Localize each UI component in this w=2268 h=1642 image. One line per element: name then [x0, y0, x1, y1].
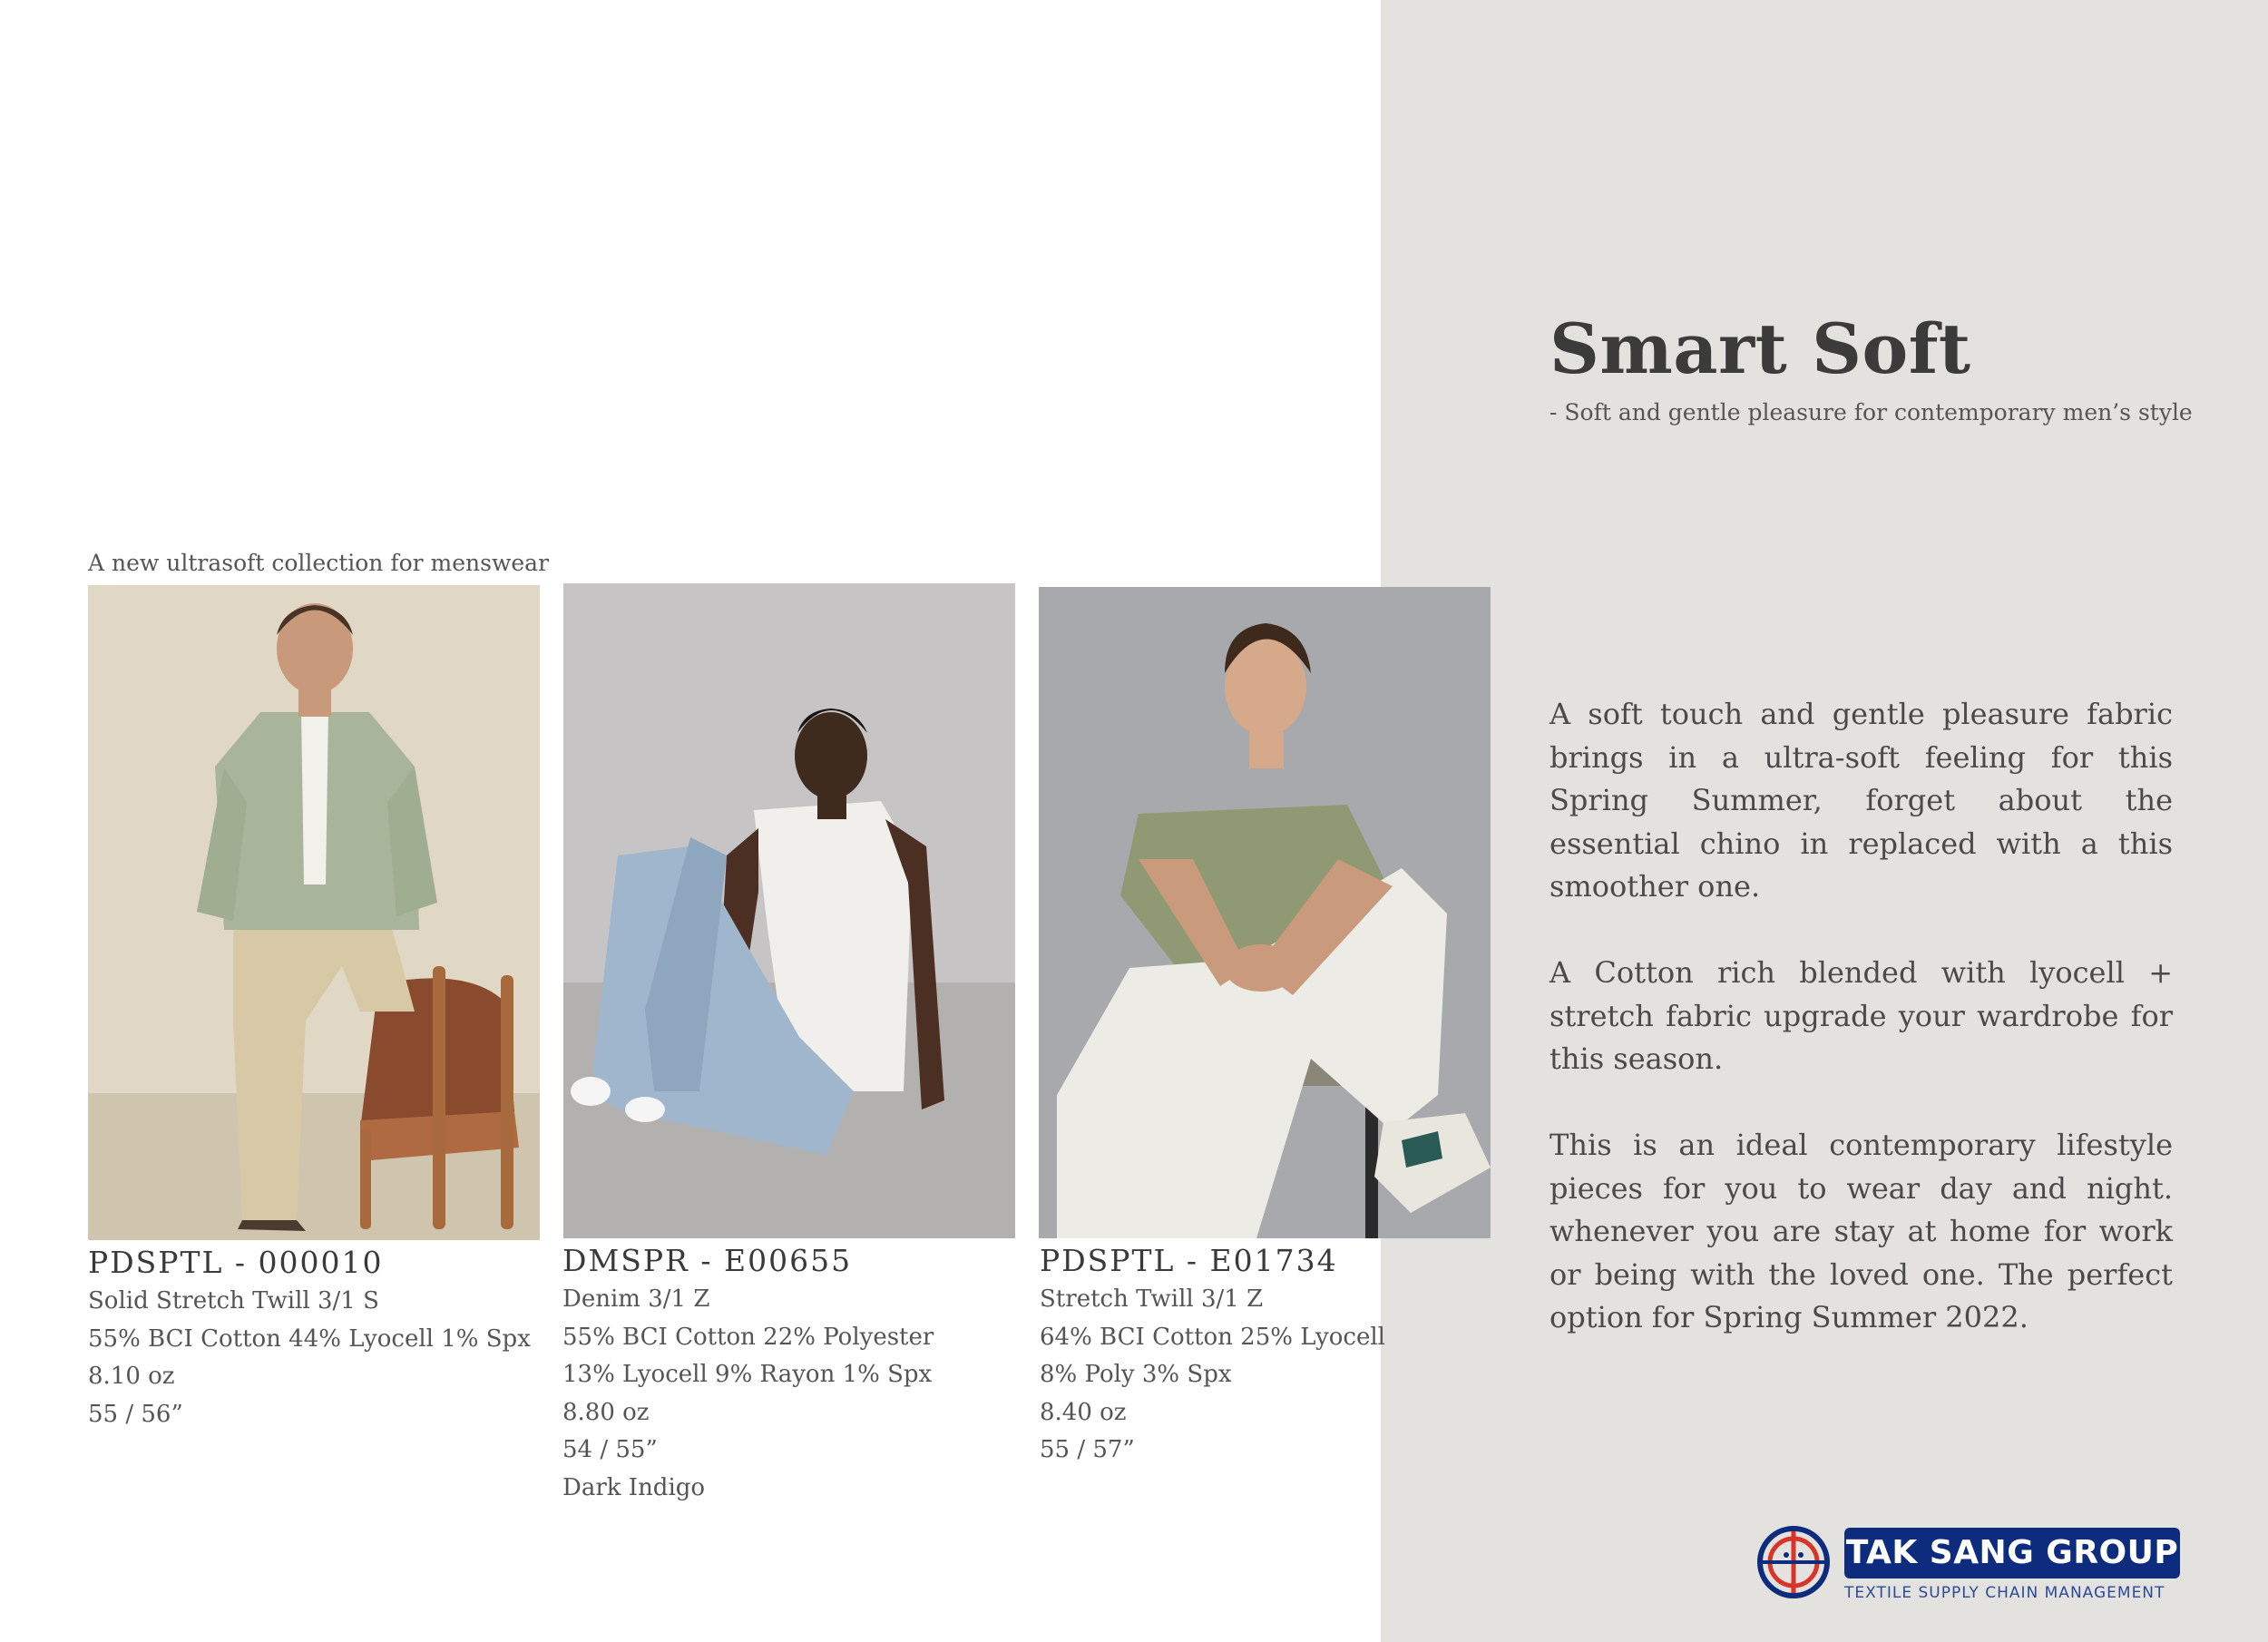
product-photo-1 — [88, 585, 540, 1240]
product-width: 55 / 56” — [88, 1400, 183, 1428]
product-composition-line-2: 13% Lyocell 9% Rayon 1% Spx — [562, 1361, 933, 1388]
page-title: Smart Soft — [1549, 308, 1971, 389]
product-construction: Solid Stretch Twill 3/1 S — [88, 1287, 379, 1315]
collection-tagline: A new ultrasoft collection for menswear — [88, 550, 550, 576]
product-composition: 55% BCI Cotton 22% Polyester — [562, 1323, 934, 1351]
product-weight: 8.40 oz — [1040, 1398, 1127, 1426]
product-spec-3 — [1040, 1241, 1385, 1470]
product-width: 55 / 57” — [1040, 1436, 1135, 1463]
product-photo-2 — [563, 583, 1015, 1238]
product-composition: 64% BCI Cotton 25% Lyocell — [1040, 1323, 1385, 1351]
logo-emblem-icon — [1755, 1524, 1832, 1600]
product-weight: 8.10 oz — [88, 1363, 175, 1390]
logo-wordmark: TAK SANG GROUP — [1844, 1528, 2180, 1578]
product-construction: Denim 3/1 Z — [562, 1285, 710, 1313]
company-logo — [1755, 1524, 2182, 1606]
product-weight: 8.80 oz — [562, 1398, 650, 1426]
description-paragraph-3: This is an ideal contemporary lifestyle pieces for you to wear day and night. whenever you are stay at home for work or being with the loved one. The perfect option for Spring Summer 2022. — [1549, 1128, 2173, 1334]
logo-tagline: TEXTILE SUPPLY CHAIN MANAGEMENT — [1844, 1584, 2165, 1602]
product-code: DMSPR - E00655 — [562, 1243, 853, 1278]
product-code: PDSPTL - E01734 — [1040, 1243, 1338, 1278]
description — [1549, 693, 2173, 1383]
product-composition-line-2: 8% Poly 3% Spx — [1040, 1361, 1232, 1388]
product-width: 54 / 55” — [562, 1436, 658, 1463]
product-spec-1 — [88, 1243, 531, 1433]
product-code: PDSPTL - 000010 — [88, 1245, 384, 1280]
description-paragraph-1: A soft touch and gentle pleasure fabric brings in a ultra-soft feeling for this Spring Summer, forget about the essential chino in replaced with a this smoother one. — [1549, 697, 2173, 904]
page-subtitle: - Soft and gentle pleasure for contemporary men’s style — [1549, 399, 2193, 425]
product-composition: 55% BCI Cotton 44% Lyocell 1% Spx — [88, 1324, 531, 1353]
product-construction: Stretch Twill 3/1 Z — [1040, 1285, 1264, 1313]
product-color: Dark Indigo — [562, 1473, 706, 1501]
description-paragraph-2: A Cotton rich blended with lyocell + stretch fabric upgrade your wardrobe for this season. — [1549, 955, 2173, 1076]
product-spec-2 — [562, 1241, 934, 1507]
product-photo-3 — [1039, 587, 1491, 1238]
